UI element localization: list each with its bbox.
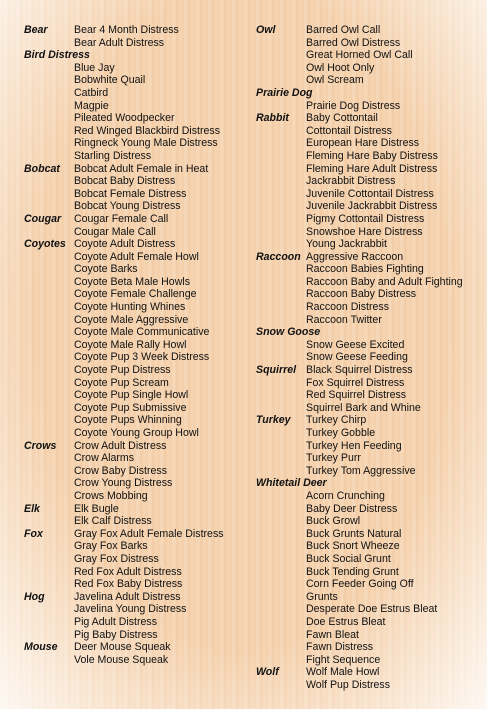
sound-name: Javelina Adult Distress bbox=[74, 590, 181, 603]
sound-name: Wolf Male Howl bbox=[306, 666, 380, 679]
sound-name: Wolf Pup Distress bbox=[306, 678, 390, 691]
sound-name: Coyote Young Group Howl bbox=[74, 427, 199, 439]
sound-name: Turkey Chirp bbox=[306, 414, 367, 427]
sound-name: Blue Jay bbox=[74, 61, 115, 74]
sound-name: Bobcat Young Distress bbox=[74, 200, 181, 213]
sound-name: Aggressive Raccoon bbox=[306, 250, 404, 263]
sound-name: Javelina Young Distress bbox=[74, 603, 187, 616]
sound-name: Barred Owl Distress bbox=[306, 36, 401, 49]
sound-name: Turkey Hen Feeding bbox=[306, 439, 402, 452]
sound-name: Pileated Woodpecker bbox=[74, 112, 175, 125]
sound-name: Fleming Hare Baby Distress bbox=[306, 149, 438, 162]
sound-name: Turkey Tom Aggressive bbox=[306, 464, 416, 477]
sound-name: Barred Owl Call bbox=[306, 24, 381, 36]
sound-name: Snow Geese Feeding bbox=[306, 351, 408, 364]
category-wolf: Wolf bbox=[256, 666, 279, 679]
sound-name: Red Fox Baby Distress bbox=[74, 578, 183, 591]
sound-name: Doe Estrus Bleat bbox=[306, 615, 386, 628]
sound-name: Buck Growl bbox=[306, 515, 361, 528]
sound-name: Coyote Pup Submissive bbox=[74, 401, 187, 414]
sound-name: Coyote Adult Female Howl bbox=[74, 250, 199, 263]
sound-name: Baby Cottontail bbox=[306, 112, 378, 125]
sound-name: Fox Squirrel Distress bbox=[306, 376, 405, 389]
sound-name: Bobcat Baby Distress bbox=[74, 175, 176, 188]
sound-name: Raccoon Baby Distress bbox=[306, 288, 417, 301]
sound-name: Baby Deer Distress bbox=[306, 502, 398, 515]
sound-name: Gray Fox Adult Female Distress bbox=[74, 527, 224, 540]
sound-name: Acorn Crunching bbox=[306, 489, 385, 502]
sound-name: Prairie Dog Distress bbox=[306, 99, 401, 112]
category-rabbit: Rabbit bbox=[256, 112, 289, 125]
sound-name: Buck Snort Wheeze bbox=[306, 540, 400, 553]
sound-name: Bobwhite Quail bbox=[74, 74, 146, 87]
category-cougar: Cougar bbox=[24, 212, 62, 225]
sound-name: European Hare Distress bbox=[306, 137, 420, 150]
sound-name: Squirrel Bark and Whine bbox=[306, 401, 421, 414]
sound-name: Buck Grunts Natural bbox=[306, 527, 402, 540]
sound-name: Pig Baby Distress bbox=[74, 628, 158, 641]
sound-name: Ringneck Young Male Distress bbox=[74, 137, 218, 150]
category-crows: Crows bbox=[24, 439, 57, 452]
sound-name: Corn Feeder Going Off bbox=[306, 578, 414, 591]
sound-name: Coyote Pup Single Howl bbox=[74, 389, 189, 402]
sound-name: Gray Fox Distress bbox=[74, 552, 159, 565]
sound-name: Magpie bbox=[74, 99, 109, 112]
sound-name: Snowshoe Hare Distress bbox=[306, 225, 423, 238]
sound-name: Buck Social Grunt bbox=[306, 552, 391, 565]
sound-name: Pig Adult Distress bbox=[74, 615, 158, 628]
sound-name: Coyote Male Aggressive bbox=[74, 313, 189, 326]
sound-name: Coyote Pup 3 Week Distress bbox=[74, 351, 210, 364]
sound-name: Crow Baby Distress bbox=[74, 464, 168, 477]
sound-name: Bear Adult Distress bbox=[74, 36, 165, 49]
sound-name: Grunts bbox=[306, 590, 338, 603]
sound-name: Desperate Doe Estrus Bleat bbox=[306, 603, 438, 616]
sound-name: Coyote Barks bbox=[74, 263, 138, 276]
category-mouse: Mouse bbox=[24, 641, 58, 654]
category-turkey: Turkey bbox=[256, 414, 291, 427]
sound-name: Vole Mouse Squeak bbox=[74, 653, 169, 666]
sound-name: Raccoon Babies Fighting bbox=[306, 263, 424, 276]
category-owl: Owl bbox=[256, 24, 276, 36]
sound-name: Juvenile Jackrabbit Distress bbox=[306, 200, 438, 213]
sound-name: Coyote Beta Male Howls bbox=[74, 275, 190, 288]
sound-name: Coyote Adult Distress bbox=[74, 238, 176, 251]
sound-name: Coyote Pups Whinning bbox=[74, 414, 182, 427]
category-whitetail-deer: Whitetail Deer bbox=[256, 477, 327, 490]
category-snow-goose: Snow Goose bbox=[256, 326, 321, 339]
sound-name: Fawn Bleat bbox=[306, 628, 359, 641]
sound-name: Buck Tending Grunt bbox=[306, 565, 399, 578]
sound-name: Starling Distress bbox=[74, 149, 152, 162]
sound-name: Red Squirrel Distress bbox=[306, 389, 407, 402]
sound-name: Bobcat Female Distress bbox=[74, 187, 187, 200]
sound-name: Bear 4 Month Distress bbox=[74, 24, 179, 36]
sound-name: Jackrabbit Distress bbox=[306, 175, 396, 188]
sound-name: Raccoon Twitter bbox=[306, 313, 382, 326]
sound-name: Cottontail Distress bbox=[306, 124, 392, 137]
category-prairie-dog: Prairie Dog bbox=[256, 86, 313, 99]
sound-name: Cougar Female Call bbox=[74, 212, 169, 225]
sound-name: Elk Bugle bbox=[74, 502, 119, 515]
sound-name: Coyote Pup Scream bbox=[74, 376, 169, 389]
sound-name: Fight Sequence bbox=[306, 653, 381, 666]
sound-name: Deer Mouse Squeak bbox=[74, 641, 171, 654]
sound-name: Black Squirrel Distress bbox=[306, 364, 413, 377]
sound-name: Snow Geese Excited bbox=[306, 338, 405, 351]
category-hog: Hog bbox=[24, 590, 45, 603]
category-squirrel: Squirrel bbox=[256, 364, 297, 377]
sound-name: Catbird bbox=[74, 86, 109, 99]
sound-name: Turkey Gobble bbox=[306, 427, 376, 439]
sound-name: Owl Scream bbox=[306, 74, 364, 87]
sound-name: Owl Hoot Only bbox=[306, 61, 375, 74]
sound-name: Coyote Male Communicative bbox=[74, 326, 210, 339]
sound-name: Crow Alarms bbox=[74, 452, 135, 465]
category-bird-distress: Bird Distress bbox=[24, 49, 90, 62]
sound-name: Crow Young Distress bbox=[74, 477, 173, 490]
category-raccoon: Raccoon bbox=[256, 250, 301, 263]
sound-name: Fawn Distress bbox=[306, 641, 374, 654]
sound-name: Cougar Male Call bbox=[74, 225, 156, 238]
sound-name: Elk Calf Distress bbox=[74, 515, 152, 528]
sound-name: Red Fox Adult Distress bbox=[74, 565, 182, 578]
sound-name: Young Jackrabbit bbox=[306, 238, 387, 251]
sound-name: Coyote Pup Distress bbox=[74, 364, 171, 377]
sound-name: Raccoon Baby and Adult Fighting bbox=[306, 275, 463, 288]
sound-name: Coyote Female Challenge bbox=[74, 288, 197, 301]
sound-name: Raccoon Distress bbox=[306, 301, 390, 314]
sound-name: Crow Adult Distress bbox=[74, 439, 167, 452]
sound-name: Juvenile Cottontail Distress bbox=[306, 187, 434, 200]
category-coyotes: Coyotes bbox=[24, 238, 66, 251]
sound-name: Turkey Purr bbox=[306, 452, 361, 465]
sound-name: Gray Fox Barks bbox=[74, 540, 148, 553]
category-bear: Bear bbox=[24, 24, 48, 36]
sound-name: Coyote Male Rally Howl bbox=[74, 338, 187, 351]
sound-name: Bobcat Adult Female in Heat bbox=[74, 162, 209, 175]
category-bobcat: Bobcat bbox=[24, 162, 60, 175]
sound-name: Fleming Hare Adult Distress bbox=[306, 162, 438, 175]
category-fox: Fox bbox=[24, 527, 43, 540]
sound-name: Great Horned Owl Call bbox=[306, 49, 413, 62]
sound-name: Crows Mobbing bbox=[74, 489, 148, 502]
sound-name: Coyote Hunting Whines bbox=[74, 301, 186, 314]
sound-name: Red Winged Blackbird Distress bbox=[74, 124, 221, 137]
category-elk: Elk bbox=[24, 502, 40, 515]
sound-name: Pigmy Cottontail Distress bbox=[306, 212, 425, 225]
